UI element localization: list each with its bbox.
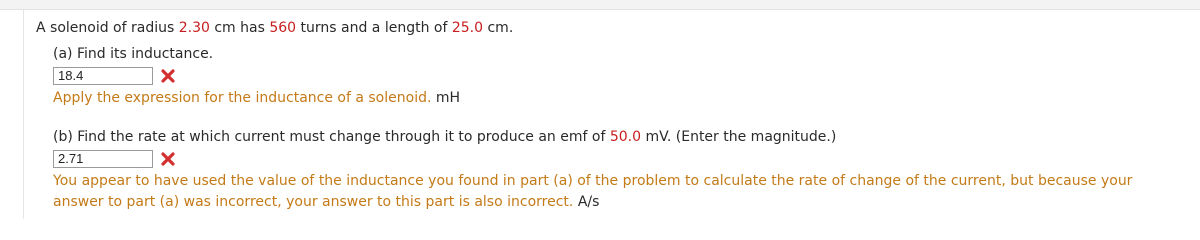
part-a-question: (a) Find its inductance. (53, 46, 214, 62)
problem-statement (36, 19, 1186, 37)
incorrect-x-icon (159, 150, 177, 168)
problem-text (36, 19, 1186, 37)
part-b-answer-input[interactable]: 2.71 (53, 150, 153, 168)
top-bar (0, 0, 1200, 10)
part-a-answer-row (53, 66, 460, 86)
statement-text-2: cm has (209, 20, 270, 36)
turns-value: 560 (269, 20, 297, 36)
statement-text-4: cm. (483, 20, 514, 36)
part-b-question-text-2: mV. (Enter the magnitude.) (641, 129, 837, 145)
part-b-question (53, 128, 1153, 146)
part-a (53, 45, 460, 109)
part-a-unit: mH (435, 90, 461, 106)
part-a-answer-input[interactable]: 18.4 (53, 67, 153, 85)
part-b-feedback (53, 171, 1153, 213)
left-divider (23, 10, 24, 219)
statement-text-1: A solenoid of radius (36, 20, 179, 36)
emf-value: 50.0 (609, 129, 641, 145)
part-b-feedback-text: You appear to have used the value of the inductance you found in part (a) of the problem to calculate the rate of change of the current, but because your answer to part (a) was incorrect, your answer to this part is also incorrect. (53, 173, 1133, 210)
radius-value: 2.30 (178, 20, 210, 36)
part-b-unit: A/s (577, 194, 600, 210)
part-b-answer-row (53, 149, 1153, 169)
statement-text-3: turns and a length of (296, 20, 452, 36)
length-value: 25.0 (451, 20, 484, 36)
incorrect-x-icon (159, 67, 177, 85)
part-b (53, 128, 1153, 213)
part-a-feedback-text: Apply the expression for the inductance of a solenoid. (53, 90, 432, 106)
part-b-question-text-1: (b) Find the rate at which current must change through it to produce an emf of (53, 129, 610, 145)
part-a-feedback (53, 88, 460, 109)
